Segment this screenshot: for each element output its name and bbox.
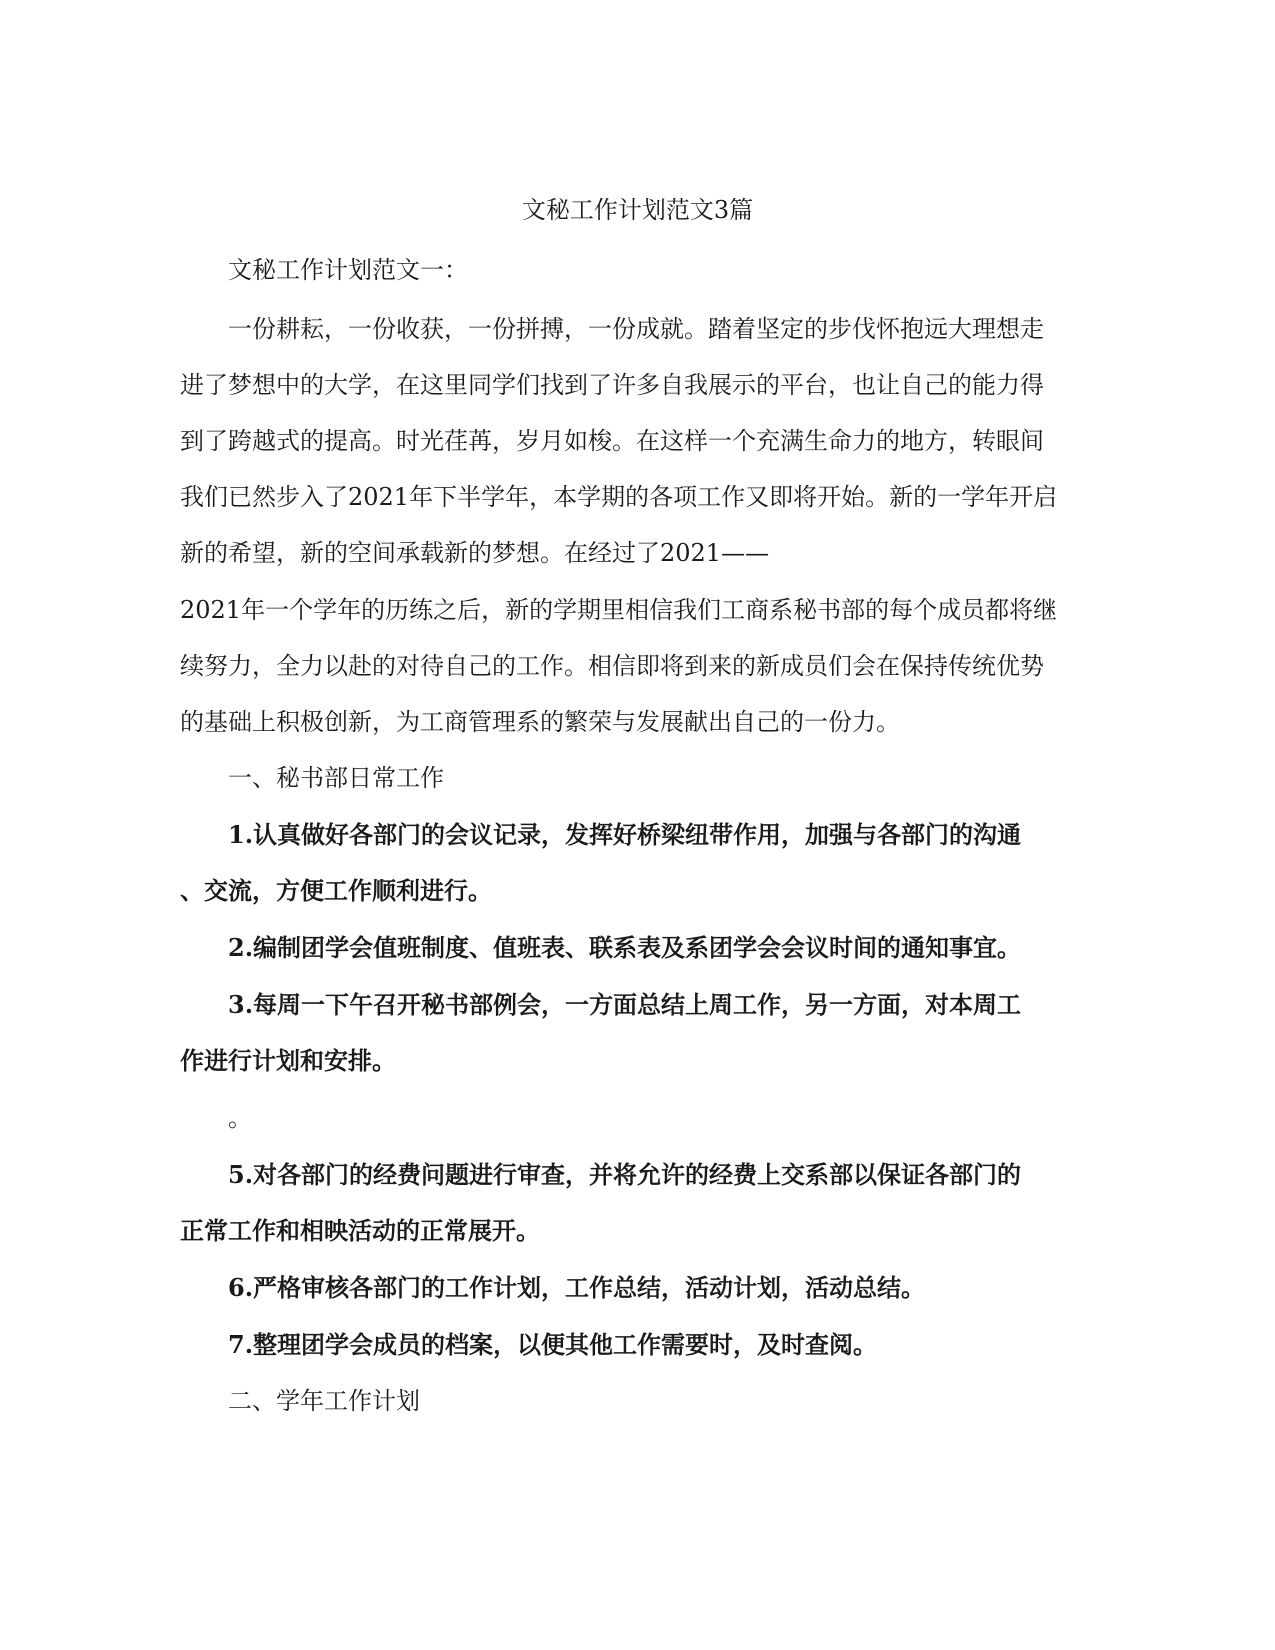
item-5-line-1: 5.对各部门的经费问题进行审查，并将允许的经费上交系部以保证各部门的 [228, 1160, 1022, 1189]
item-7: 7.整理团学会成员的档案，以便其他工作需要时，及时查阅。 [228, 1330, 878, 1359]
sub-heading: 文秘工作计划范文一： [228, 256, 468, 284]
intro-line-8: 的基础上积极创新，为工商管理系的繁荣与发展献出自己的一份力。 [180, 708, 900, 736]
intro-line-7: 续努力，全力以赴的对待自己的工作。相信即将到来的新成员们会在保持传统优势 [180, 652, 1044, 680]
intro-line-1: 一份耕耘，一份收获，一份拼搏，一份成就。踏着坚定的步伐怀抱远大理想走 [228, 315, 1044, 343]
intro-line-5: 新的希望，新的空间承载新的梦想。在经过了2021—— [180, 539, 770, 567]
section1-heading: 一、秘书部日常工作 [228, 764, 444, 792]
item-3-line-1: 3.每周一下午召开秘书部例会，一方面总结上周工作，另一方面，对本周工 [228, 990, 1022, 1019]
item-4-fragment: 。 [228, 1104, 252, 1132]
item-6: 6.严格审核各部门的工作计划，工作总结，活动计划，活动总结。 [228, 1273, 926, 1302]
intro-line-6: 2021年一个学年的历练之后，新的学期里相信我们工商系秘书部的每个成员都将继 [180, 596, 1058, 624]
item-3-line-2: 作进行计划和安排。 [180, 1046, 396, 1075]
item-1-line-2: 、交流，方便工作顺利进行。 [180, 876, 492, 905]
intro-line-3: 到了跨越式的提高。时光荏苒，岁月如梭。在这样一个充满生命力的地方，转眼间 [180, 427, 1044, 455]
intro-line-4: 我们已然步入了2021年下半学年，本学期的各项工作又即将开始。新的一学年开启 [180, 483, 1058, 511]
item-2: 2.编制团学会值班制度、值班表、联系表及系团学会会议时间的通知事宜。 [228, 933, 1022, 962]
section2-heading: 二、学年工作计划 [228, 1387, 420, 1415]
intro-line-2: 进了梦想中的大学，在这里同学们找到了许多自我展示的平台，也让自己的能力得 [180, 371, 1044, 399]
item-1-line-1: 1.认真做好各部门的会议记录，发挥好桥梁纽带作用，加强与各部门的沟通 [228, 820, 1022, 849]
document-title: 文秘工作计划范文3篇 [521, 196, 754, 224]
item-5-line-2: 正常工作和相映活动的正常展开。 [180, 1216, 540, 1245]
